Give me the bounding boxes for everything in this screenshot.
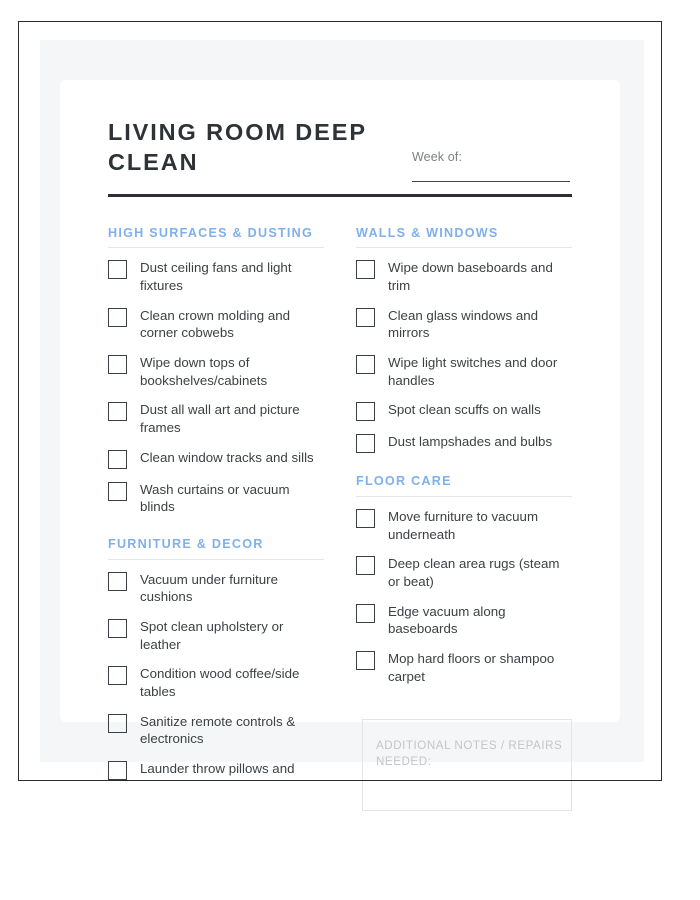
checkbox-icon[interactable] [356,402,375,421]
list-item[interactable] [108,401,324,436]
task-label: Mop hard floors or shampoo carpet [388,650,555,684]
task-label: Wipe light switches and door handles [388,354,558,388]
list-item[interactable] [108,449,324,469]
checkbox-icon[interactable] [356,509,375,528]
list-item[interactable] [356,603,572,638]
section-divider [108,247,324,248]
checkbox-icon[interactable] [108,761,127,780]
section-furniture-decor [108,536,324,780]
section-title-furniture-decor: FURNITURE & DECOR [108,536,264,551]
checkbox-icon[interactable] [108,450,127,469]
task-label: Spot clean scuffs on walls [388,402,541,418]
checkbox-icon[interactable] [356,604,375,623]
task-label: Dust all wall art and picture frames [140,402,300,435]
checklist-columns [60,225,620,794]
additional-notes-box[interactable] [362,719,572,811]
checkbox-icon[interactable] [356,434,375,453]
task-label: Deep clean area rugs (steam or beat) [388,556,560,589]
checkbox-icon[interactable] [108,260,127,279]
section-floor-care [356,473,572,685]
task-label: Dust lampshades and bulbs [388,434,553,450]
title-divider [108,194,572,197]
section-divider [356,247,572,248]
list-item[interactable] [356,259,572,294]
task-label: Launder throw pillows and [140,760,295,776]
list-item[interactable] [108,713,324,748]
list-item[interactable] [356,307,572,342]
checkbox-icon[interactable] [108,355,127,374]
checkbox-icon[interactable] [108,666,127,685]
week-of-label: Week of: [412,150,462,164]
task-label: Sanitize remote controls & electronics [140,713,296,747]
list-item[interactable] [108,760,324,780]
list-item[interactable] [356,650,572,685]
task-list-furniture-decor [108,571,324,780]
page-title: LIVING ROOM DEEP CLEAN [108,119,367,175]
section-title-walls-windows: WALLS & WINDOWS [356,225,499,240]
checkbox-icon[interactable] [356,355,375,374]
list-item[interactable] [356,508,572,543]
task-label: Move furniture to vacuum underneath [388,508,539,542]
checkbox-icon[interactable] [108,402,127,421]
section-high-surfaces-dusting [108,225,324,516]
list-item[interactable] [108,665,324,700]
list-item[interactable] [356,354,572,389]
section-title-floor-care: FLOOR CARE [356,474,452,489]
document-header [60,80,620,197]
task-label: Dust ceiling fans and light fixtures [140,260,292,293]
task-label: Wash curtains or vacuum blinds [140,481,290,515]
week-of-input-line[interactable] [412,181,570,182]
task-label: Clean window tracks and sills [140,449,314,465]
checkbox-icon[interactable] [108,619,127,638]
additional-notes-label: ADDITIONAL NOTES / REPAIRS NEEDED: [376,739,563,769]
checkbox-icon[interactable] [356,651,375,670]
task-label: Edge vacuum along baseboards [388,603,506,637]
task-list-high-surfaces-dusting [108,259,324,516]
task-label: Clean glass windows and mirrors [388,307,539,341]
right-column [356,225,572,794]
document-content [60,80,620,794]
list-item[interactable] [356,555,572,590]
task-list-walls-windows [356,259,572,453]
list-item[interactable] [356,401,572,421]
week-of-field[interactable] [412,150,572,182]
task-label: Spot clean upholstery or leather [140,618,284,652]
task-label: Condition wood coffee/side tables [140,666,300,699]
left-column [108,225,324,794]
list-item[interactable] [108,618,324,653]
task-label: Wipe down tops of bookshelves/cabinets [140,354,268,388]
section-divider [108,559,324,560]
task-label: Vacuum under furniture cushions [140,571,278,605]
section-walls-windows [356,225,572,454]
list-item[interactable] [108,259,324,294]
checkbox-icon[interactable] [108,308,127,327]
checkbox-icon[interactable] [108,482,127,501]
task-label: Clean crown molding and corner cobwebs [140,307,291,341]
list-item[interactable] [108,481,324,516]
list-item[interactable] [108,354,324,389]
checkbox-icon[interactable] [356,308,375,327]
checkbox-icon[interactable] [356,260,375,279]
task-label: Wipe down baseboards and trim [388,260,553,293]
checkbox-icon[interactable] [356,556,375,575]
list-item[interactable] [108,571,324,606]
section-title-high-surfaces-dusting: HIGH SURFACES & DUSTING [108,225,314,240]
section-divider [356,496,572,497]
checkbox-icon[interactable] [108,572,127,591]
list-item[interactable] [356,433,572,453]
list-item[interactable] [108,307,324,342]
checkbox-icon[interactable] [108,714,127,733]
task-list-floor-care [356,508,572,685]
